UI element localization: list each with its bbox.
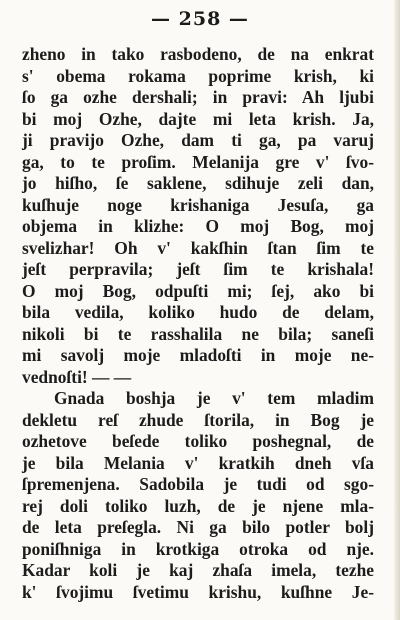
text-line: objema in klizhe: O moj Bog, moj xyxy=(22,216,374,236)
text-line: de leta preſegla. Ni ga bilo potler bolj xyxy=(22,517,374,537)
text-line: poniſhniga in krotkiga otroka od nje. xyxy=(22,538,374,559)
text-line: ſpremenjena. Sadobila je tudi od sgo- xyxy=(22,474,374,494)
text-line: kuſhuje noge krishaniga Jesuſa, ga xyxy=(22,194,374,215)
text-line: jeſt perpravila; jeſt ſim te krishala! xyxy=(22,259,374,279)
text-line: dekletu reſ zhude ſtorila, in Bog je xyxy=(22,409,374,430)
text-line: jo hiſho, ſe saklene, sdihuje zeli dan, xyxy=(22,173,374,193)
text-line: rej doli toliko luzh, de je njene mla- xyxy=(22,495,374,516)
text-line: Kadar koli je kaj zhaſa imela, tezhe xyxy=(22,560,374,580)
text-line: ſo ga ozhe dershali; in pravi: Ah ljubi xyxy=(22,87,374,107)
text-line: ozhetove beſede toliko poshegnal, de xyxy=(22,431,374,451)
page-spine-shadow xyxy=(394,0,400,620)
text-line: s' obema rokama poprime krish, ki xyxy=(22,65,374,86)
text-line: O moj Bog, odpuſti mi; ſej, ako bi xyxy=(22,280,374,301)
text-line: zheno in tako rasbodeno, de na enkrat xyxy=(22,44,374,64)
body-text xyxy=(22,44,374,603)
text-line: bila vedila, koliko hudo de delam, xyxy=(22,302,374,322)
text-line: nikoli bi te rasshalila ne bila; saneſi xyxy=(22,323,374,344)
text-line: ji pravijo Ozhe, dam ti ga, pa varuj xyxy=(22,130,374,150)
text-line: bi moj Ozhe, dajte mi leta krish. Ja, xyxy=(22,108,374,129)
text-line: vednoſti! — — xyxy=(22,366,132,387)
page-number-header: — 258 — xyxy=(151,8,249,30)
text-line: ga, to te proſim. Melanija gre v' ſvo- xyxy=(22,151,374,172)
text-line: Gnada boshja je v' tem mladim xyxy=(54,388,374,408)
text-line: mi savolj moje mladoſti in moje ne- xyxy=(22,345,374,365)
text-line: svelizhar! Oh v' kakſhin ſtan ſim te xyxy=(22,237,374,258)
text-line: k' ſvojimu ſvetimu krishu, kuſhne Je- xyxy=(22,581,374,602)
text-line: je bila Melania v' kratkih dneh vſa xyxy=(22,452,374,473)
